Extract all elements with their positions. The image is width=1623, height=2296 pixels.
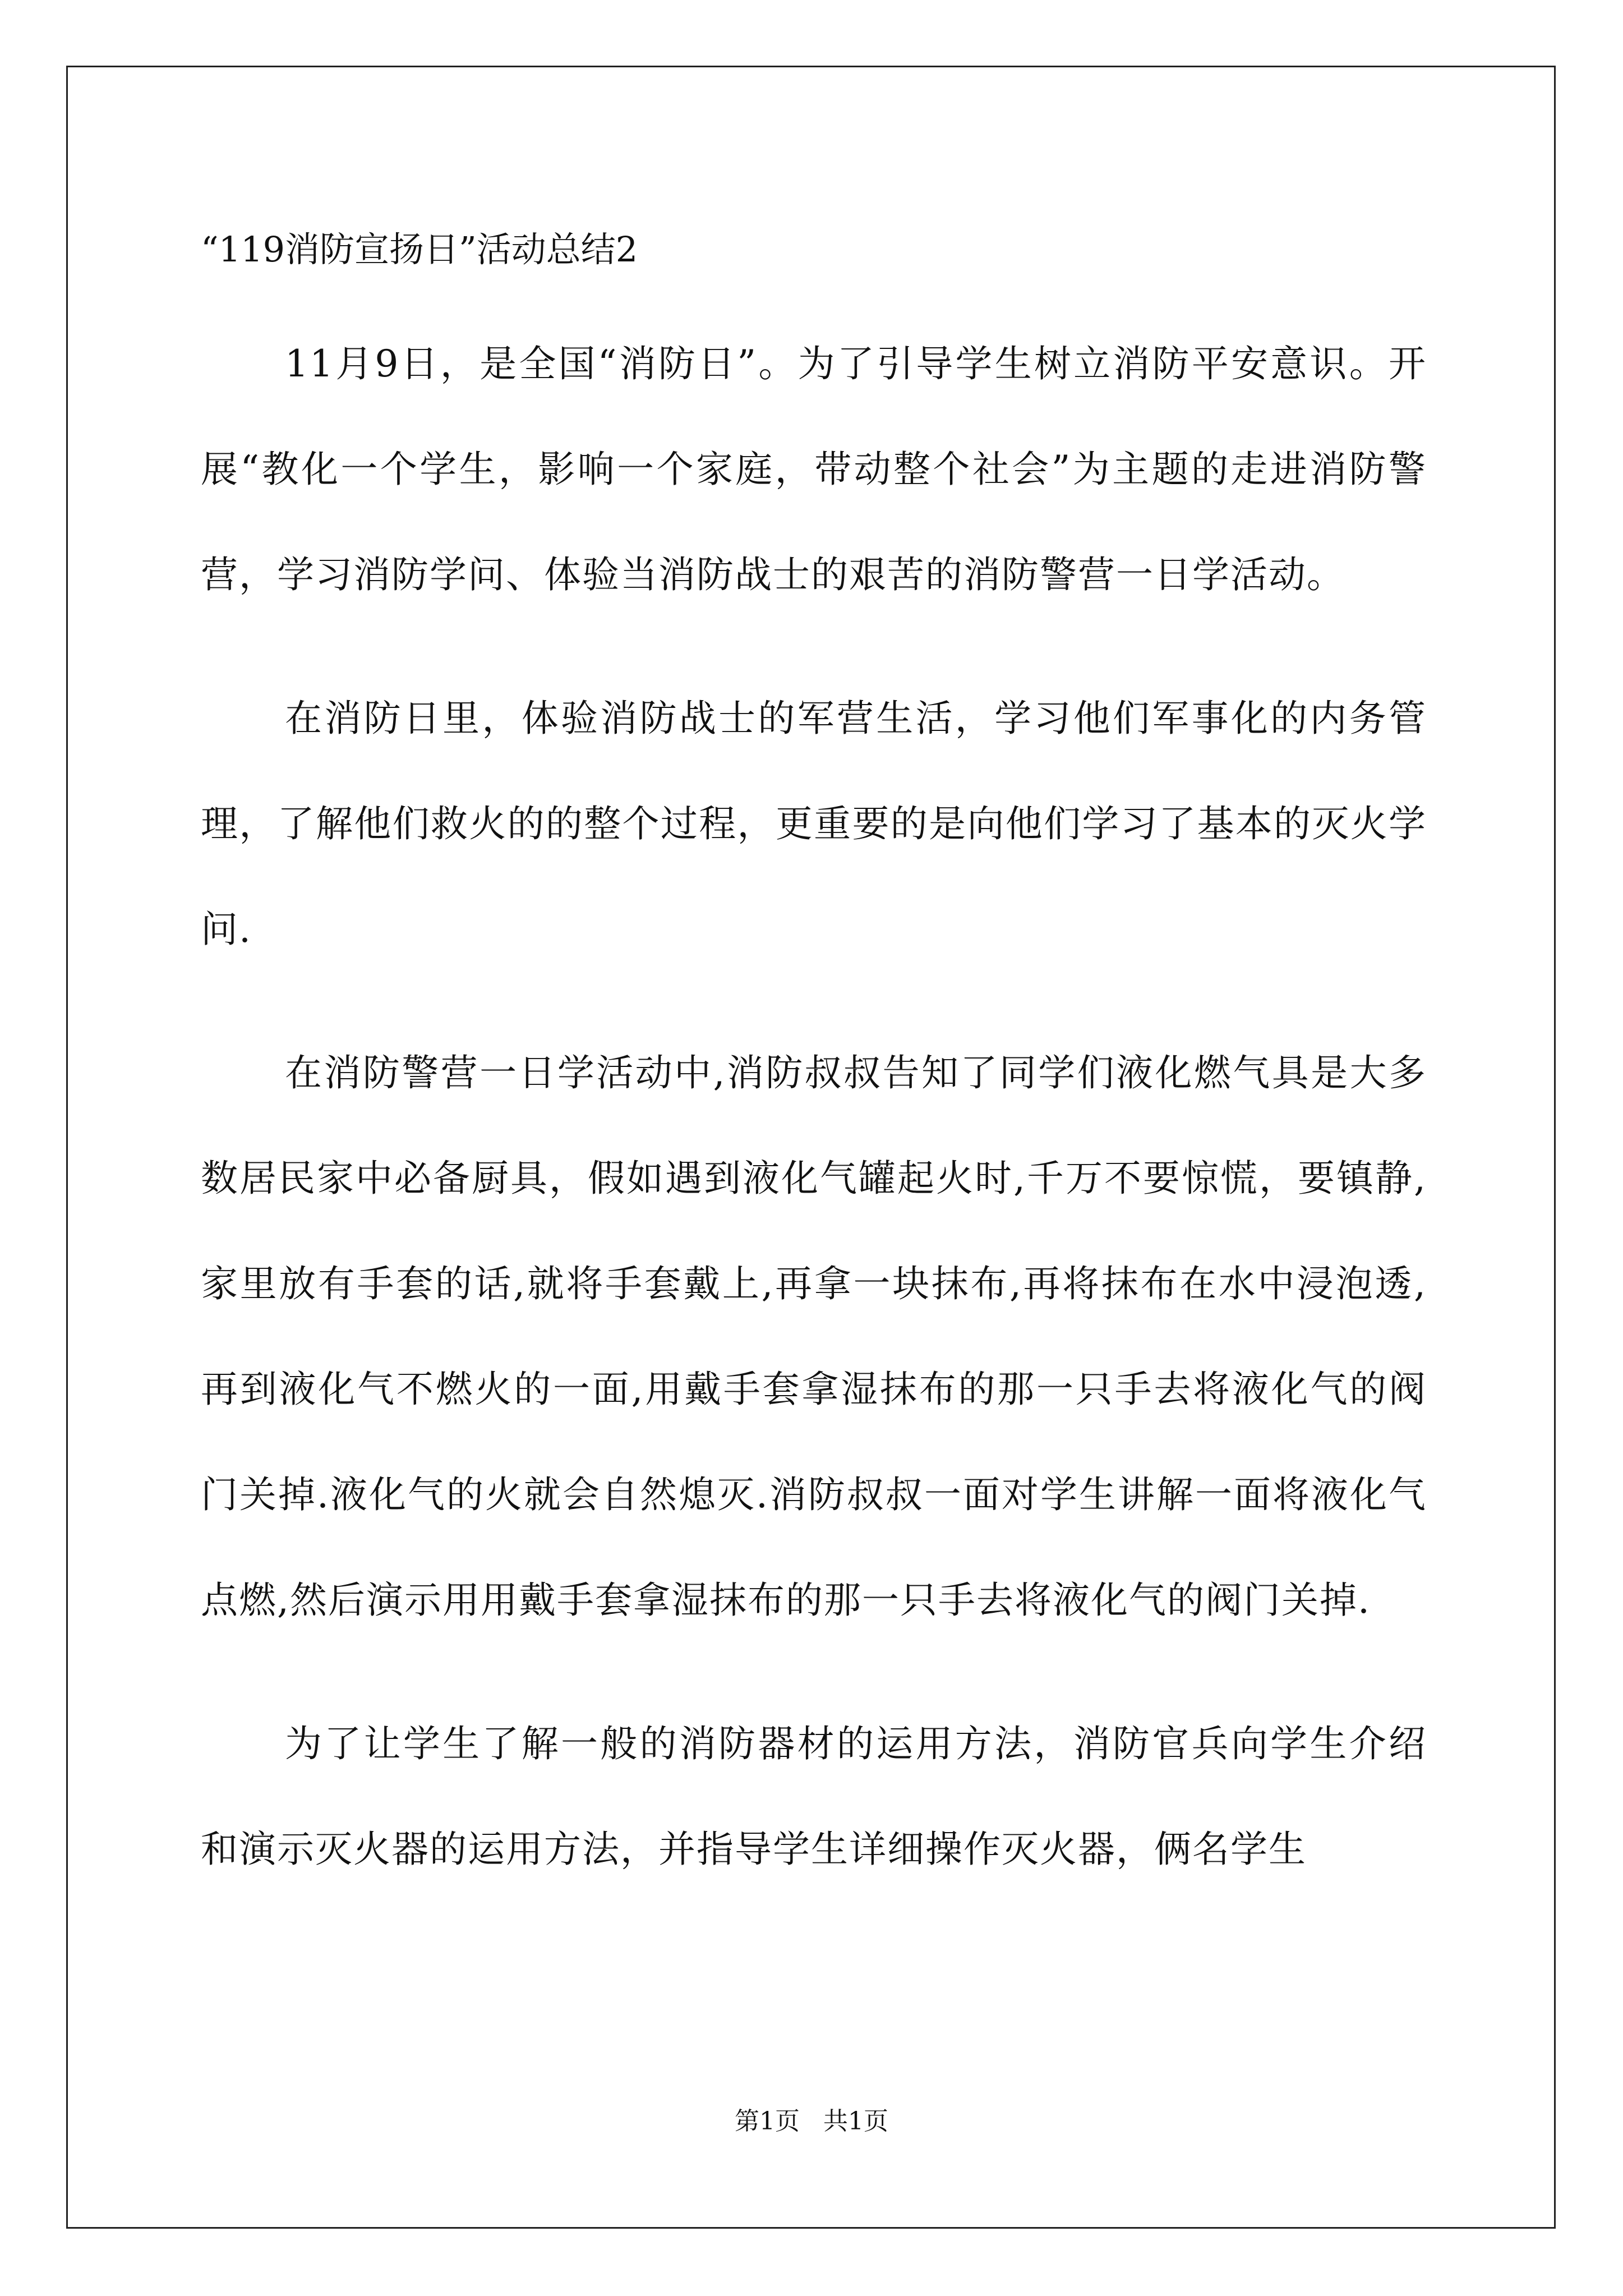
paragraph-2: 在消防日里，体验消防战士的军营生活，学习他们军事化的内务管理，了解他们救火的的整个过程，更重要的是向他们学习了基本的灭火学问.	[201, 697, 1427, 951]
paragraph-4: 为了让学生了解一般的消防器材的运用方法，消防官兵向学生介绍和演示灭火器的运用方法，并指导学生详细操作灭火器，俩名学生	[201, 1722, 1427, 1871]
page-footer: 第1页 共1页	[735, 2107, 888, 2136]
paragraph-3: 在消防警营一日学活动中,消防叔叔告知了同学们液化燃气具是大多数居民家中必备厨具，假如遇到液化气罐起火时,千万不要惊慌，要镇静,家里放有手套的话,就将手套戴上,再拿一块抹布,再将抹布在水中浸泡透,再到液化气不燃火的一面,用戴手套拿湿抹布的那一只手去将液化气的阀门关掉.液化气的火就会自然熄灭.消防叔叔一面对学生讲解一面将液化气点燃,然后演示用用戴手套拿湿抹布的那一只手去将液化气的阀门关掉.	[201, 1051, 1427, 1622]
document-title: “119消防宣扬日”活动总结2	[201, 229, 638, 270]
paragraph-1: 11月9日，是全国“消防日”。为了引导学生树立消防平安意识。开展“教化一个学生，影响一个家庭，带动整个社会”为主题的走进消防警营，学习消防学问、体验当消防战士的艰苦的消防警营一日学活动。	[201, 342, 1427, 596]
document-body	[201, 216, 1427, 1902]
